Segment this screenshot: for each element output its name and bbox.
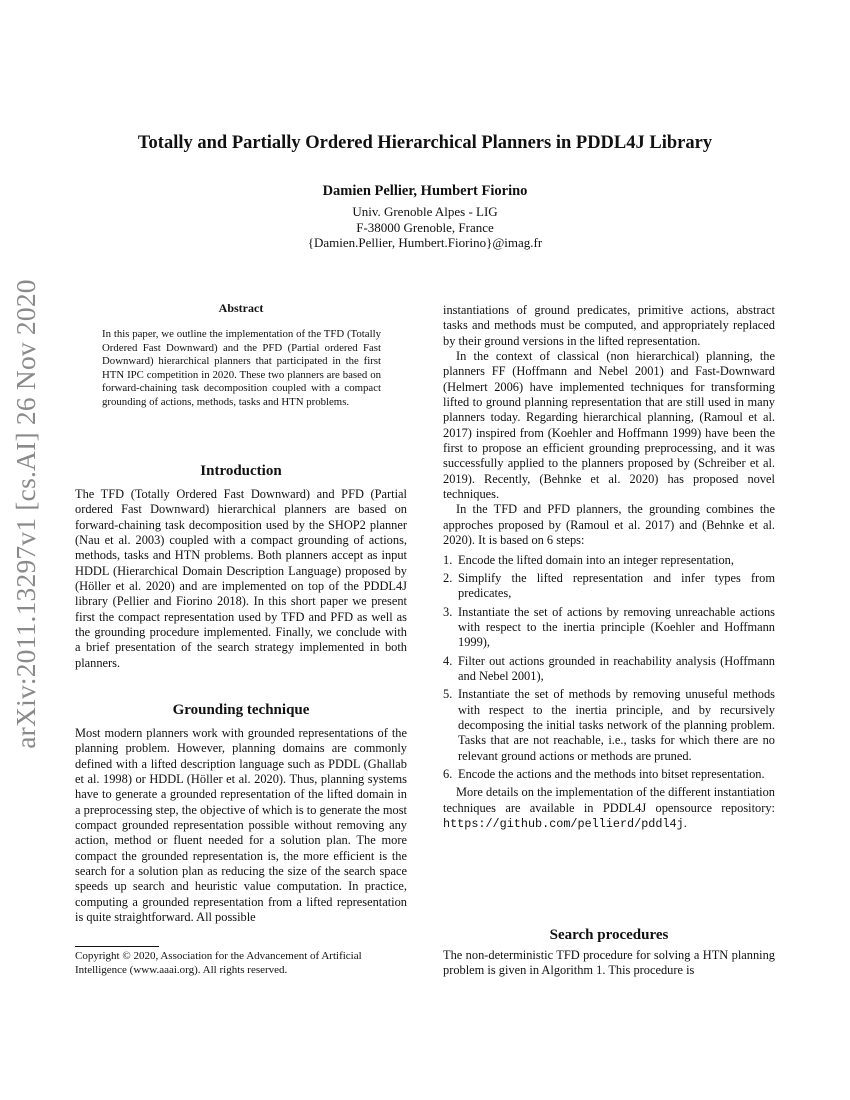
arxiv-id-text: arXiv:2011.13297v1 [cs.AI] 26 Nov 2020 bbox=[10, 279, 41, 749]
step-number: 6. bbox=[443, 766, 453, 781]
affiliation-line: F-38000 Grenoble, France bbox=[356, 219, 494, 235]
list-item bbox=[443, 687, 775, 764]
step-number: 4. bbox=[443, 653, 453, 668]
introduction-heading: Introduction bbox=[200, 463, 282, 479]
grounding-body bbox=[75, 726, 407, 925]
step-text: Encode the lifted domain into an integer representation, bbox=[458, 552, 734, 567]
abstract-text: In this paper, we outline the implementation of the TFD (Totally Ordered Fast Downward) and the PFD (Partial ordered Fast Downward) hierarchical planners that participated in the first HTN IPC competition in 2020. These two planners are based on forward-chaining task decomposition coupled with a compact grounding of actions, methods, tasks and HTN problems. bbox=[102, 328, 381, 408]
arxiv-sidebar-identifier bbox=[4, 268, 48, 760]
affiliation-line: Univ. Grenoble Alpes - LIG bbox=[352, 204, 498, 219]
author-emails: {Damien.Pellier, Humbert.Fiorino}@imag.fr bbox=[307, 235, 543, 250]
introduction-paragraph: The TFD (Totally Ordered Fast Downward) and PFD (Partial ordered Fast Downward) hierarchical planners are based on forward-chaining task decomposition used by the SHOP2 planner (Nau et al. 2003) coupled with a compact grounding of actions, methods, tasks and HTN problems. Both planners accept as input HDDL (Hierarchical Domain Description Language) proposed by (Höller et al. 2020) and are implemented on top of the PDDL4J library (Pellier and Fiorino 2018). In this short paper we present first the compact representation used by TFD and PFD as well as the grounding procedure implemented. Finally, we conclude with a brief presentation of the search strategy implemented in both planners. bbox=[75, 487, 407, 670]
list-item bbox=[443, 553, 775, 568]
right-column-body bbox=[443, 303, 775, 832]
repository-link[interactable]: https://github.com/pellierd/pddl4j bbox=[443, 817, 684, 831]
repository-period: . bbox=[683, 816, 687, 830]
paper-authors: Damien Pellier, Humbert Fiorino bbox=[322, 183, 528, 199]
grounding-continued: instantiations of ground predicates, primitive actions, abstract tasks and methods must be computed, and appropriately replaced by their ground versions in the lifted representation. bbox=[443, 303, 775, 348]
list-item bbox=[443, 571, 775, 602]
step-text: Instantiate the set of methods by removing unuseful methods with respect to the inertia principle, and by recursively decomposing the initial tasks network of the planning problem. Tasks that are not reachable, i.e., tasks for which there are no relevant ground actions or methods are pruned. bbox=[458, 687, 775, 763]
step-number: 2. bbox=[443, 570, 453, 585]
abstract-block bbox=[102, 328, 381, 409]
abstract-heading: Abstract bbox=[218, 301, 264, 315]
grounding-paragraph-3: In the TFD and PFD planners, the grounding combines the approches proposed by (Ramoul et al. 2017) and (Behnke et al. 2020). It is based on 6 steps: bbox=[443, 502, 775, 548]
step-number: 1. bbox=[443, 552, 453, 567]
copyright-footnote bbox=[75, 950, 407, 977]
list-item bbox=[443, 654, 775, 685]
step-text: Simplify the lifted representation and infer types from predicates, bbox=[458, 570, 775, 601]
step-number: 5. bbox=[443, 687, 453, 702]
footnote-rule bbox=[75, 946, 159, 947]
grounding-paragraph: Most modern planners work with grounded representations of the planning problem. However, planning domains are commonly defined with a lifted description language such as PDDL (Ghallab et al. 1998) or HDDL (Höller et al. 2020). Thus, planning systems have to generate a grounded representation of the lifted domain in a preprocessing step, the objective of which is to generate the most compact grounded representation possible without removing any action, method or fluent needed for a solution plan. The more compact the grounded representation is, the more efficient is the search for a solution plan as reducing the size of the search space speeds up search and heuristic value computation. In practice, computing a grounded representation from a lifted representation is quite straightforward. All possible bbox=[75, 726, 407, 925]
search-procedures-heading: Search procedures bbox=[549, 927, 669, 943]
introduction-body bbox=[75, 487, 407, 671]
search-procedures-body bbox=[443, 948, 775, 979]
list-item bbox=[443, 767, 775, 782]
list-item bbox=[443, 605, 775, 651]
repository-paragraph bbox=[443, 785, 775, 832]
grounding-steps-list bbox=[443, 553, 775, 783]
step-text: Instantiate the set of actions by removing unreachable actions with respect to the inertia principle (Koehler and Hoffmann 1999), bbox=[458, 604, 775, 650]
author-affiliation bbox=[75, 204, 775, 251]
copyright-text: Copyright © 2020, Association for the Advancement of Artificial Intelligence (www.aaai.org). All rights reserved. bbox=[75, 950, 362, 976]
step-text: Filter out actions grounded in reachability analysis (Hoffmann and Nebel 2001), bbox=[458, 653, 775, 683]
repository-text: More details on the implementation of the different instantiation techniques are available in PDDL4J opensource repository: bbox=[443, 785, 775, 815]
grounding-paragraph-2: In the context of classical (non hierarchical) planning, the planners FF (Hoffmann and Nebel 2001) and Fast-Downward (Helmert 2006) have implemented techniques for transforming lifted to ground planning representation that are still used in many planners today. Regarding hierarchical planning, (Ramoul et al. 2017) inspired from (Koehler and Hoffmann 1999) have been the first to propose an efficient grounding preprocessing, and it was successfully applied to the planners proposed by (Schreiber et al. 2019). Recently, (Behnke et al. 2020) has proposed novel techniques. bbox=[443, 349, 775, 502]
paper-title: Totally and Partially Ordered Hierarchical Planners in PDDL4J Library bbox=[137, 133, 713, 153]
grounding-heading: Grounding technique bbox=[172, 702, 310, 718]
search-paragraph: The non-deterministic TFD procedure for solving a HTN planning problem is given in Algorithm 1. This procedure is bbox=[443, 948, 775, 978]
step-number: 3. bbox=[443, 604, 453, 619]
step-text: Encode the actions and the methods into bitset representation. bbox=[458, 766, 765, 781]
